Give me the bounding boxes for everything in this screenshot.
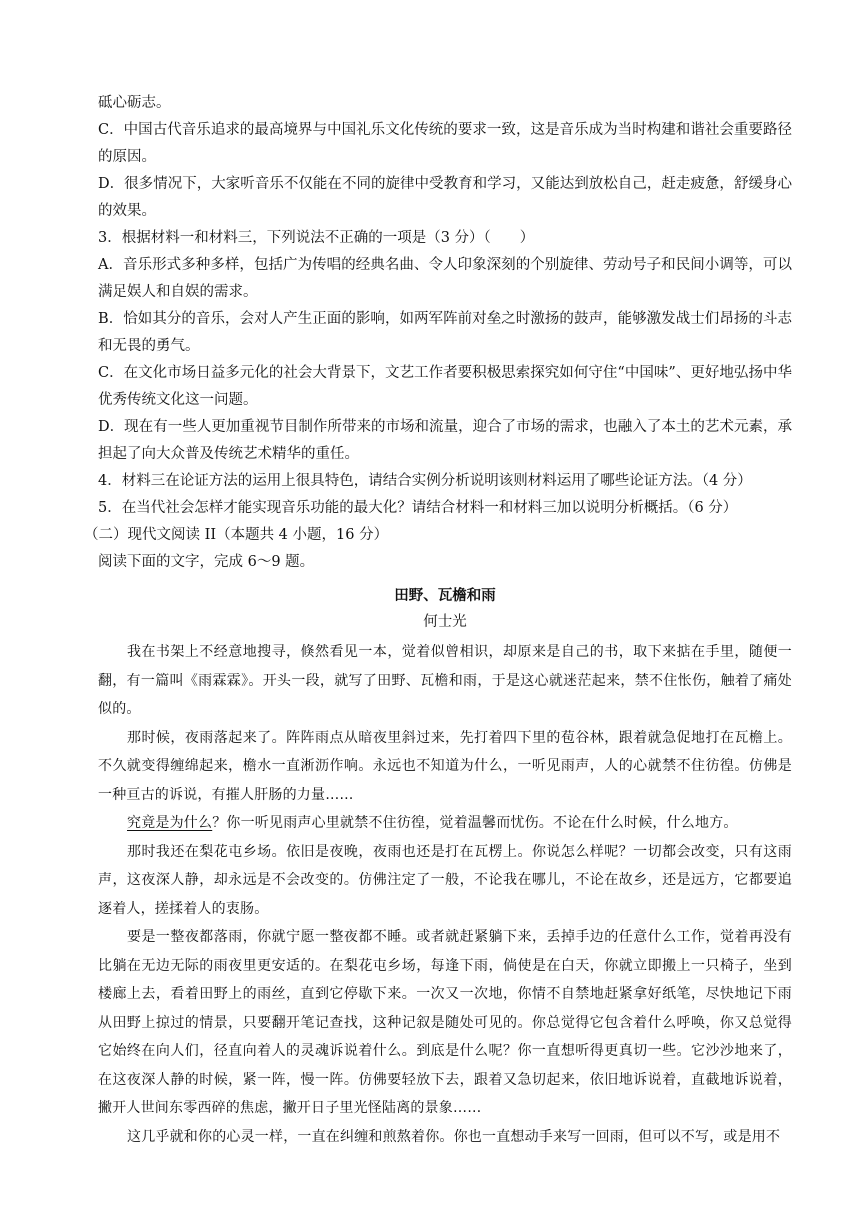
question-2-option-d: D．很多情况下，大家听音乐不仅能在不同的旋律中受教育和学习，又能达到放松自己，赶走疲惫，舒缓身心的效果。	[98, 176, 792, 219]
article-body	[98, 638, 792, 1151]
article-paragraph-4: 那时我还在梨花屯乡场。依旧是夜晚，夜雨也还是打在瓦楞上。你说怎么样呢？一切都会改变，只有这雨声，这夜深人静，却永远是不会改变的。仿佛注定了一般，不论我在哪儿，不论在故乡，还是远方，它都要追逐着人，搓揉着人的衷肠。	[98, 843, 792, 917]
article-paragraph-1: 我在书架上不经意地搜寻，倏然看见一本，觉着似曾相识，却原来是自己的书，取下来掂在手里，随便一翻，有一篇叫《雨霖霖》。开头一段，就写了田野、瓦檐和雨，于是这心就迷茫起来，禁不住怅伤，触着了痛处似的。	[98, 644, 792, 717]
question-4: 4．材料三在论证方法的运用上很具特色，请结合实例分析说明该则材料运用了哪些论证方法。（4 分）	[98, 473, 752, 489]
article-paragraph-3	[98, 809, 792, 838]
section-instruction: 阅读下面的文字，完成 6～9 题。	[98, 554, 315, 570]
article-title: 田野、瓦檐和雨	[394, 587, 496, 604]
question-line-continuation: 砥心砺志。	[98, 95, 171, 111]
question-3-option-a: A．音乐形式多种多样，包括广为传唱的经典名曲、令人印象深刻的个别旋律、劳动号子和民间小调等，可以满足娱人和自娱的需求。	[98, 257, 792, 300]
article-paragraph-3-rest: ？你一听见雨声心里就禁不住彷徨，觉着温馨而忧伤。不论在什么时候，什么地方。	[212, 815, 738, 831]
question-2-option-c: C．中国古代音乐追求的最高境界与中国礼乐文化传统的要求一致，这是音乐成为当时构建和谐社会重要路径的原因。	[98, 122, 792, 165]
question-5: 5．在当代社会怎样才能实现音乐功能的最大化？请结合材料一和材料三加以说明分析概括。（6 分）	[98, 500, 738, 516]
article-paragraph-6: 这几乎就和你的心灵一样，一直在纠缠和煎熬着你。你也一直想动手来写一回雨，但可以不写，或是用不	[127, 1128, 781, 1145]
page-content	[84, 90, 792, 1151]
underlined-phrase: 究竟是为什么	[127, 815, 213, 831]
section-heading: （二）现代文阅读 II（本题共 4 小题，16 分）	[84, 527, 389, 543]
article-author: 何士光	[423, 614, 467, 630]
article-paragraph-2: 那时候，夜雨落起来了。阵阵雨点从暗夜里斜过来，先打着四下里的苞谷林，跟着就急促地打在瓦檐上。不久就变得缠绵起来，檐水一直淅沥作响。永远也不知道为什么，一听见雨声，人的心就禁不住彷徨。仿佛是一种亘古的诉说，有摧人肝肠的力量……	[98, 729, 792, 803]
question-3-option-d: D．现在有一些人更加重视节目制作所带来的市场和流量，迎合了市场的需求，也融入了本土的艺术元素，承担起了向大众普及传统艺术精华的重任。	[98, 419, 792, 462]
question-3-option-c: C．在文化市场日益多元化的社会大背景下，文艺工作者要积极思索探究如何守住“中国味”、更好地弘扬中华优秀传统文化这一问题。	[98, 365, 792, 408]
article-paragraph-5: 要是一整夜都落雨，你就宁愿一整夜都不睡。或者就赶紧躺下来，丢掉手边的任意什么工作，觉着再没有比躺在无边无际的雨夜里更安适的。在梨花屯乡场，每逢下雨，倘使是在白天，你就立即搬上一只椅子，坐到楼廊上去，看着田野上的雨丝，直到它停歇下来。一次又一次地，你情不自禁地赶紧拿好纸笔，尽快地记下雨从田野上掠过的情景，只要翻开笔记查找，这种记叙是随处可见的。你总觉得它包含着什么呼唤，你又总觉得它始终在向人们，径直向着人的灵魂诉说着什么。到底是什么呢？你一直想听得更真切一些。它沙沙地来了，在这夜深人静的时候，紧一阵，慢一阵。仿佛要轻放下去，跟着又急切起来，依旧地诉说着，直截地诉说着，撇开人世间东零西碎的焦虑，撇开日子里光怪陆离的景象……	[98, 929, 792, 1116]
question-3-option-b: B．恰如其分的音乐，会对人产生正面的影响，如两军阵前对垒之时激扬的鼓声，能够激发战士们昂扬的斗志和无畏的勇气。	[98, 311, 792, 354]
question-3-stem: 3．根据材料一和材料三，下列说法不正确的一项是（3 分）（ ）	[98, 230, 535, 246]
